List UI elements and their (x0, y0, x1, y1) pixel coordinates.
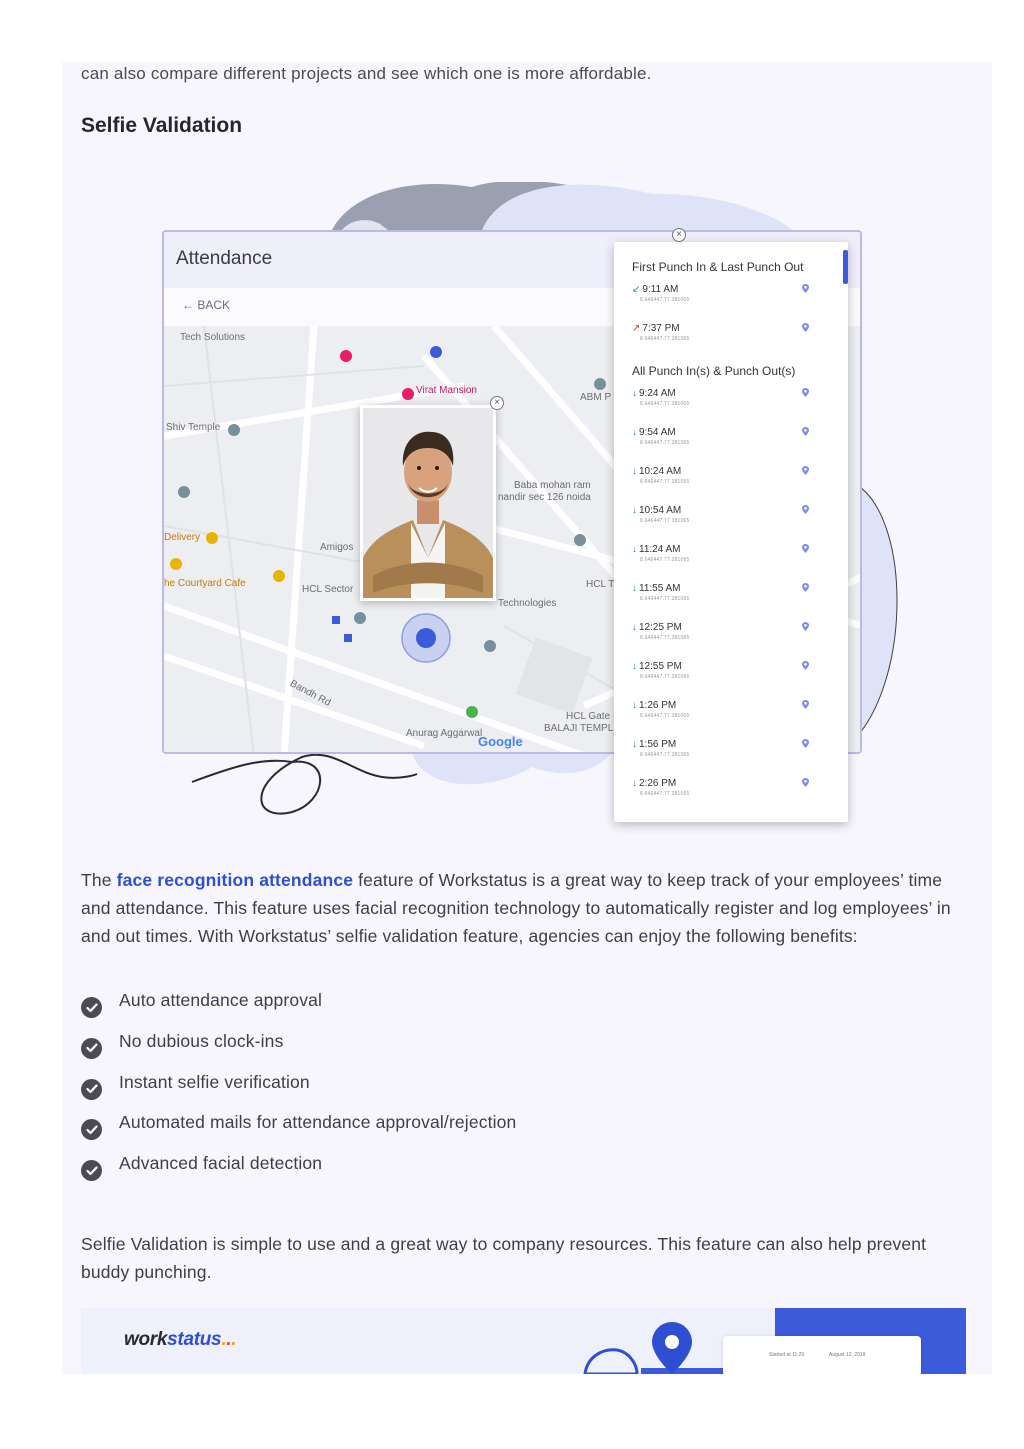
map-google-logo: Google (478, 734, 523, 749)
check-circle-icon (81, 1119, 102, 1140)
map-label-tech: Tech Solutions (180, 332, 246, 343)
map-label-bandh: Bandh Rd (288, 678, 333, 709)
attendance-title: Attendance (164, 232, 860, 288)
punch-entry[interactable]: ↓ 12:55 PM 8.646447.77.381065 (632, 661, 848, 700)
session-card (723, 1336, 921, 1374)
map-label-hclt: HCL T (586, 579, 615, 590)
location-pin-icon[interactable] (802, 778, 809, 787)
location-pin-icon[interactable] (802, 466, 809, 475)
punch-entry[interactable]: ↓ 2:26 PM 8.646447.77.381065 (632, 778, 848, 817)
card-date: August 12, 2019 (829, 1352, 866, 1358)
punch-entry[interactable]: ↓ 10:54 AM 8.646447.77.381065 (632, 505, 848, 544)
punch-entry[interactable]: ↓ 11:55 AM 8.646447.77.381065 (632, 583, 848, 622)
location-pin-icon[interactable] (802, 388, 809, 397)
map-label-courtyard: he Courtyard Cafe (164, 578, 246, 589)
punch-in-arrow-icon: ↙ (632, 284, 641, 295)
punch-in-arrow-icon: ↓ (632, 622, 637, 633)
punch-out-arrow-icon: ↗ (632, 323, 641, 334)
benefit-item (81, 990, 781, 1031)
scrollbar[interactable] (843, 250, 848, 284)
intro-text: can also compare different projects and see which one is more affordable. (81, 64, 652, 83)
punch-in-arrow-icon: ↓ (632, 505, 637, 516)
benefit-text: Advanced facial detection (119, 1153, 323, 1174)
face-recognition-link[interactable]: face recognition attendance (116, 870, 354, 890)
benefit-item (81, 1072, 781, 1113)
all-punch-title: All Punch In(s) & Punch Out(s) (632, 364, 796, 378)
punch-entry[interactable]: ↓ 9:54 AM 8.646447.77.381065 (632, 427, 848, 466)
benefit-text: No dubious clock-ins (119, 1030, 284, 1051)
map-label-nandir: nandir sec 126 noida (498, 492, 591, 503)
location-pin-icon[interactable] (802, 544, 809, 553)
punch-entry[interactable]: ↓ 10:24 AM 8.646447.77.381065 (632, 466, 848, 505)
location-pin-icon[interactable] (802, 739, 809, 748)
punch-entry[interactable]: ↓ 9:24 AM 8.646447.77.381065 (632, 388, 848, 427)
section-heading: Selfie Validation (81, 114, 243, 137)
back-button[interactable]: ← BACK (164, 288, 860, 326)
map-label-abm: ABM P (580, 392, 612, 403)
location-pin-icon[interactable] (802, 505, 809, 514)
paragraph-summary: Selfie Validation is simple to use and a great way to company resources. This feature can also help prevent buddy punching. (81, 1234, 927, 1282)
punch-in-arrow-icon: ↓ (632, 583, 637, 594)
location-pin-icon[interactable] (802, 700, 809, 709)
location-pin-icon[interactable] (802, 323, 809, 332)
check-circle-icon (81, 1160, 102, 1181)
location-pin-icon[interactable] (802, 661, 809, 670)
punch-in-arrow-icon: ↓ (632, 661, 637, 672)
workstatus-logo: workstatus... (124, 1329, 237, 1350)
benefit-text: Instant selfie verification (119, 1071, 310, 1092)
punch-panel (614, 242, 848, 822)
article-page (62, 62, 992, 1374)
map-label-technologies: Technologies (498, 598, 557, 609)
map-label-baba: Baba mohan ram (514, 480, 591, 491)
punch-entry[interactable]: ↓ 12:25 PM 8.646447.77.381065 (632, 622, 848, 661)
selfie-photo (360, 405, 496, 601)
photo-close-icon[interactable]: × (490, 396, 504, 410)
map-label-balaji: BALAJI TEMPL (544, 723, 614, 734)
punch-in-arrow-icon: ↓ (632, 388, 637, 399)
first-last-title: First Punch In & Last Punch Out (632, 260, 804, 274)
map-label-anurag: Anurag Aggarwal (406, 728, 483, 739)
check-circle-icon (81, 1038, 102, 1059)
punch-entry[interactable]: ↓ 1:56 PM 8.646447.77.381065 (632, 739, 848, 778)
workstatus-banner (81, 1308, 966, 1374)
punch-in-arrow-icon: ↓ (632, 427, 637, 438)
benefits-list (81, 990, 781, 1194)
punch-in-arrow-icon: ↓ (632, 700, 637, 711)
location-pin-icon[interactable] (802, 427, 809, 436)
map-label-virat: Virat Mansion (416, 385, 477, 396)
punch-in-arrow-icon: ↓ (632, 739, 637, 750)
punch-entry[interactable]: ↓ 1:26 PM 8.646447.77.381065 (632, 700, 848, 739)
map-label-shiv: Shiv Temple (166, 422, 221, 433)
benefit-item (81, 1153, 781, 1194)
benefit-text: Auto attendance approval (119, 990, 323, 1010)
map-label-delivery: Delivery (164, 532, 201, 543)
check-circle-icon (81, 997, 102, 1018)
location-pin-icon[interactable] (802, 583, 809, 592)
location-pin-icon[interactable] (802, 284, 809, 293)
benefit-text: Automated mails for attendance approval/rejection (119, 1112, 517, 1133)
check-circle-icon (81, 1079, 102, 1100)
benefit-item (81, 1112, 781, 1153)
selfie-validation-illustration (152, 182, 902, 832)
punch-in-arrow-icon: ↓ (632, 466, 637, 477)
benefit-item (81, 1031, 781, 1072)
punch-entry[interactable]: ↗ 7:37 PM 8.646447.77.381065 (632, 323, 848, 362)
punch-in-arrow-icon: ↓ (632, 544, 637, 555)
map-label-amigos: Amigos (320, 542, 354, 553)
card-started: Started at 11:29 (769, 1352, 805, 1358)
map-label-hcl-sector: HCL Sector (302, 584, 354, 595)
punch-entry[interactable]: ↙ 9:11 AM 8.646447.77.381065 (632, 284, 848, 323)
punch-entry[interactable]: ↓ 11:24 AM 8.646447.77.381065 (632, 544, 848, 583)
panel-close-icon[interactable]: × (672, 228, 686, 242)
paragraph-face-recognition: The face recognition attendance feature of Workstatus is a great way to keep track of your employees’ time and attendance. This feature uses facial recognition technology to automatically register and log employees’ in and out times. With Workstatus’ selfie validation feature, agencies can enjoy the following benefits: (81, 870, 951, 946)
all-punch-list (632, 388, 848, 817)
punch-in-arrow-icon: ↓ (632, 778, 637, 789)
map-label-hcl-gate: HCL Gate (566, 711, 611, 722)
location-pin-icon[interactable] (802, 622, 809, 631)
